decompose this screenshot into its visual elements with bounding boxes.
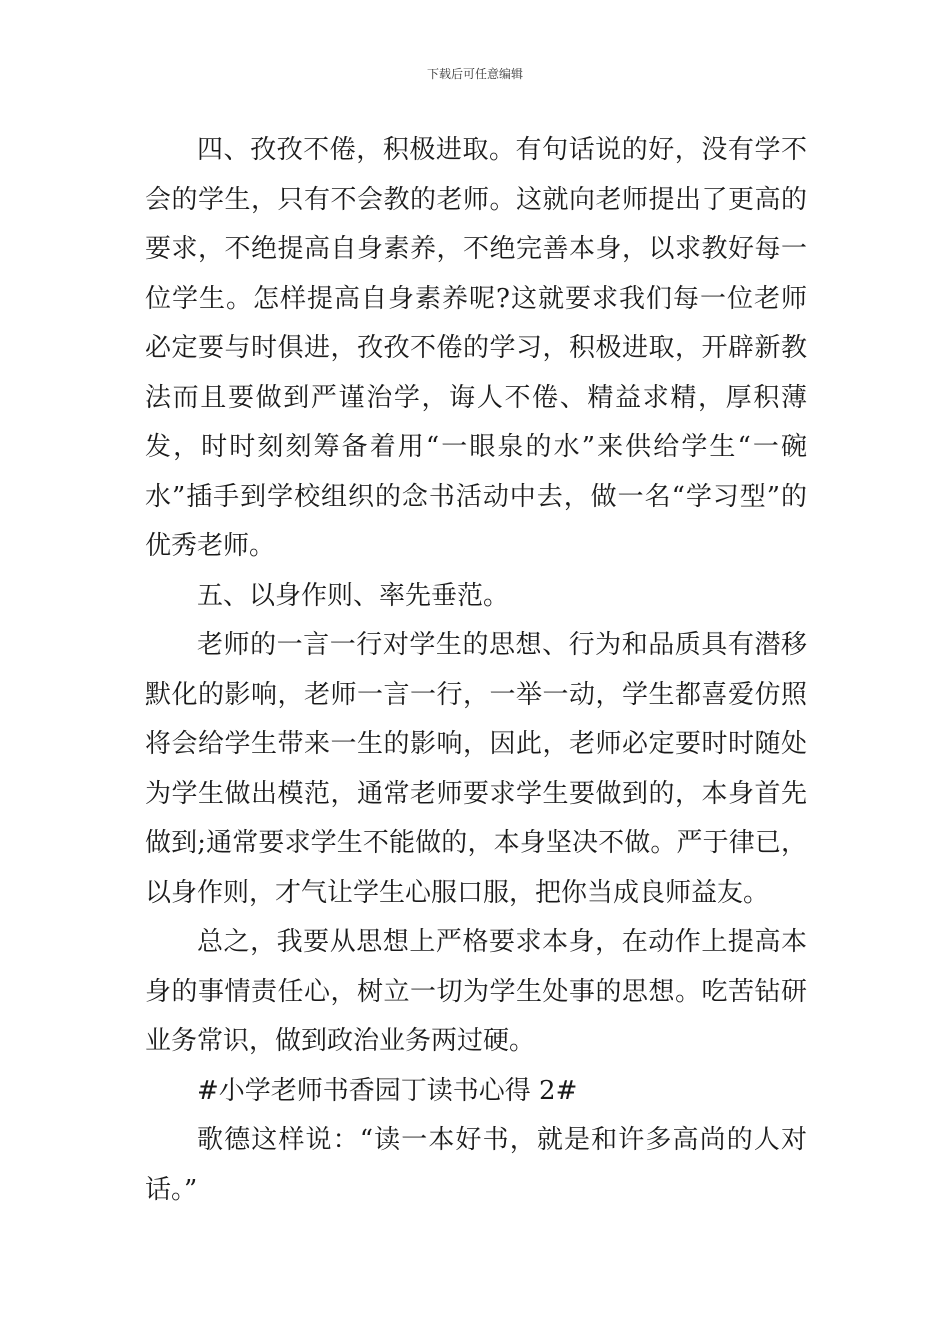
paragraph-point-five-heading: 五、以身作则、率先垂范。 (197, 580, 510, 611)
paragraph-goethe-quote: 歌德这样说：“读一本好书，就是和许多高尚的人对话。” (145, 1125, 807, 1205)
document-body (145, 126, 807, 1215)
paragraph-teacher-example: 老师的一言一行对学生的思想、行为和品质具有潜移默化的影响，老师一言一行，一举一动，学生都喜爱仿照将会给学生带来一生的影响，因此，老师必定要时时随处为学生做出模范，通常老师要求学生要做到的，本身首先做到;通常要求学生不能做的，本身坚决不做。严于律已，以身作则，才气让学生心服口服，把你当成良师益友。 (145, 630, 807, 908)
paragraph-conclusion: 总之，我要从思想上严格要求本身，在动作上提高本身的事情责任心，树立一切为学生处事的思想。吃苦钻研业务常识，做到政治业务两过硬。 (145, 927, 807, 1056)
section-title-reading-notes: #小学老师书香园丁读书心得 2# (197, 1075, 578, 1106)
page-header-note: 下载后可任意编辑 (426, 67, 523, 81)
paragraph-point-four: 四、孜孜不倦，积极进取。有句话说的好，没有学不会的学生，只有不会教的老师。这就向老师提出了更高的要求，不绝提高自身素养，不绝完善本身，以求教好每一位学生。怎样提高自身素养呢?这就要求我们每一位老师必定要与时俱进，孜孜不倦的学习，积极进取，开辟新教法而且要做到严谨治学，诲人不倦、精益求精，厚积薄发，时时刻刻筹备着用“一眼泉的水”来供给学生“一碗水”插手到学校组织的念书活动中去，做一名“学习型”的优秀老师。 (145, 135, 807, 561)
